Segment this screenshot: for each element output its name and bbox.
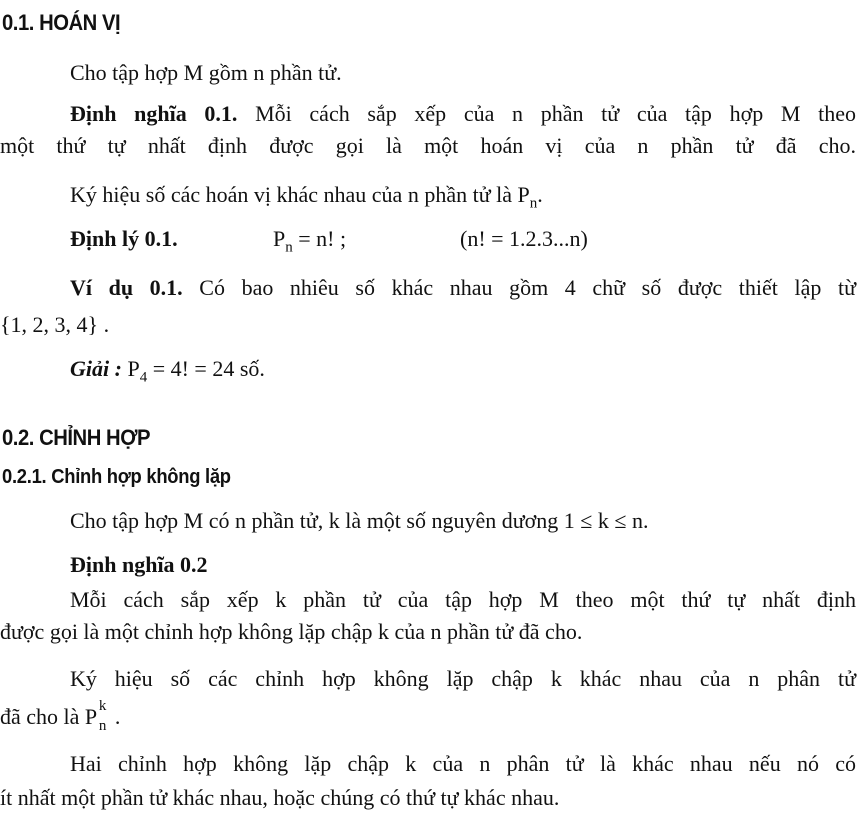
- permutation-notation-end: .: [537, 182, 543, 207]
- theorem-0-1-note: (n! = 1.2.3...n): [460, 226, 588, 251]
- solution-0-1: [70, 356, 856, 386]
- arrangement-symbol: [84, 698, 115, 734]
- definition-0-2-line-1: Mỗi cách sắp xếp k phần tử của tập hợp M theo một thứ tự nhất định: [70, 587, 856, 612]
- arrangement-symbol-sub: n: [98, 718, 107, 734]
- intro-permutation: Cho tập hợp M gồm n phần tử.: [70, 60, 342, 85]
- theorem-formula-sub: n: [285, 239, 293, 256]
- intro-arrangement: Cho tập hợp M có n phần tử, k là một số nguyên dương 1 ≤ k ≤ n.: [70, 508, 649, 533]
- solution-label: Giải :: [70, 356, 122, 381]
- theorem-0-1-formula: [273, 226, 347, 256]
- arrangement-paragraph-line-2: ít nhất một phần tử khác nhau, hoặc chúng có thứ tự khác nhau.: [0, 785, 560, 810]
- permutation-notation-sub: n: [529, 195, 538, 212]
- example-0-1-set: {1, 2, 3, 4} .: [0, 312, 110, 337]
- solution-sub: 4: [139, 369, 148, 386]
- arrangement-notation-line-1: Ký hiệu số các chỉnh hợp không lặp chập k khác nhau của n phân tử: [70, 666, 856, 691]
- definition-0-1-label: Định nghĩa 0.1.: [70, 101, 238, 126]
- example-0-1-line-1: [70, 275, 856, 301]
- permutation-notation-text: Ký hiệu số các hoán vị khác nhau của n phần tử là P: [70, 182, 530, 207]
- definition-0-1-line-2: một thứ tự nhất định được gọi là một hoán vị của n phần tử đã cho.: [0, 133, 856, 158]
- solution-p: P: [121, 356, 140, 381]
- subsection-heading-arrangement-no-repeat: 0.2.1. Chỉnh hợp không lặp: [2, 466, 231, 488]
- definition-0-2-line-2: được gọi là một chỉnh hợp không lặp chập k của n phần tử đã cho.: [0, 619, 583, 644]
- definition-0-1-line-1: [70, 101, 856, 127]
- arrangement-symbol-sup: k: [98, 698, 107, 714]
- definition-0-2-label-text: Định nghĩa 0.2: [70, 552, 208, 577]
- arrangement-symbol-p: P: [84, 704, 98, 729]
- definition-0-1-text-1: Mỗi cách sắp xếp của n phần tử của tập hợp M theo: [237, 101, 856, 126]
- arrangement-notation-end: .: [114, 704, 121, 729]
- arrangement-notation-text: đã cho là: [0, 704, 85, 729]
- section-heading-arrangement: 0.2. CHỈNH HỢP: [2, 425, 151, 450]
- arrangement-paragraph-line-1: Hai chỉnh hợp không lặp chập k của n phân tử là khác nhau nếu nó có: [70, 751, 856, 776]
- theorem-formula-p: P: [273, 226, 286, 251]
- definition-0-2-label: [70, 552, 856, 578]
- theorem-formula-rest: = n! ;: [292, 226, 347, 251]
- section-heading-permutation: 0.1. HOÁN VỊ: [2, 10, 121, 35]
- theorem-0-1-label: Định lý 0.1.: [70, 226, 178, 251]
- example-0-1-label: Ví dụ 0.1.: [70, 275, 183, 300]
- arrangement-notation-line-2: [0, 698, 856, 734]
- theorem-0-1: [70, 226, 856, 256]
- solution-rest: = 4! = 24 số.: [147, 356, 265, 381]
- example-0-1-text: Có bao nhiêu số khác nhau gồm 4 chữ số được thiết lập từ: [182, 275, 856, 300]
- permutation-notation: [70, 182, 856, 212]
